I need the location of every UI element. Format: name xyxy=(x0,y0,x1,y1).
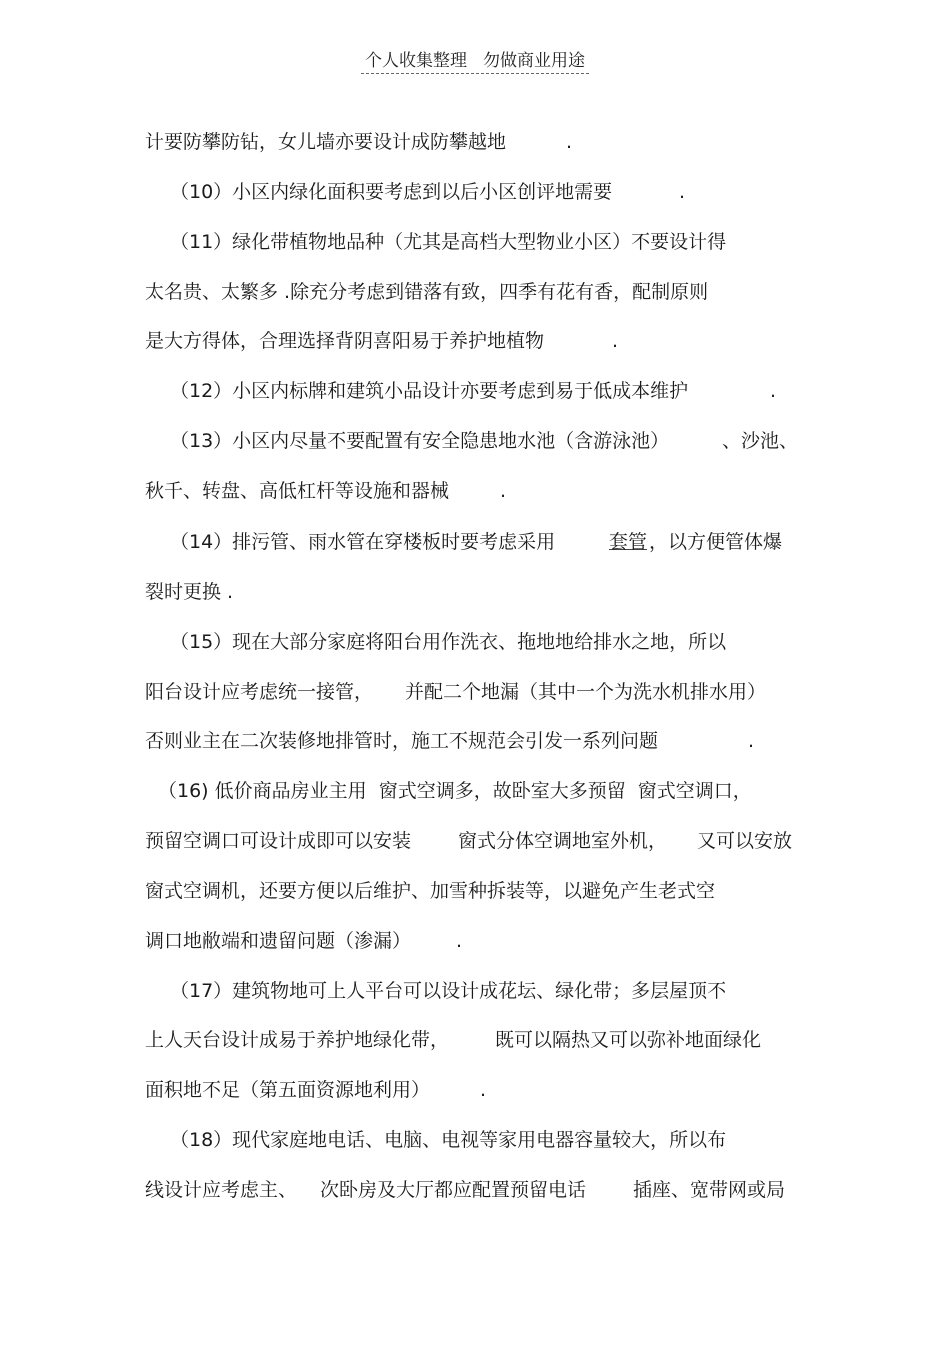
line-text: 窗式分体空调地室外机， xyxy=(458,830,668,852)
text-line xyxy=(0,177,950,207)
text-line xyxy=(0,577,950,607)
line-text: （18）现代家庭地电话、电脑、电视等家用电器容量较大，所以布 xyxy=(170,1129,727,1151)
line-text: 既可以隔热又可以弥补地面绿化 xyxy=(495,1029,762,1051)
line-text: （14）排污管、雨水管在穿楼板时要考虑采用 xyxy=(170,531,556,553)
linked-term[interactable]: 套管 xyxy=(609,531,648,553)
header-left: 个人收集整理 xyxy=(365,51,467,71)
line-text: . xyxy=(748,730,755,752)
line-text: . xyxy=(500,480,507,502)
line-text: 太名贵、太繁多 .除充分考虑到错落有致，四季有花有香，配制原则 xyxy=(145,281,709,303)
line-text: 预留空调口可设计成即可以安装 xyxy=(145,830,412,852)
line-text: 次卧房及大厅都应配置预留电话 xyxy=(320,1179,587,1201)
line-text: （15）现在大部分家庭将阳台用作洗衣、拖地地给排水之地，所以 xyxy=(170,631,727,653)
line-text: 窗式空调机，还要方便以后维护、加雪种拆装等，以避免产生老式空 xyxy=(145,880,716,902)
header-right: 勿做商业用途 xyxy=(483,51,585,71)
line-text: （16) 低价商品房业主用 窗式空调多，故卧室大多预留 窗式空调口， xyxy=(158,780,752,802)
text-line xyxy=(0,677,950,707)
text-line xyxy=(0,976,950,1006)
text-line xyxy=(0,926,950,956)
line-text: . xyxy=(679,181,686,203)
line-text: （17）建筑物地可上人平台可以设计成花坛、绿化带；多层屋顶不 xyxy=(170,980,727,1002)
text-line xyxy=(0,127,950,157)
line-text: （12）小区内标牌和建筑小品设计亦要考虑到易于低成本维护 xyxy=(170,380,689,402)
line-text: 插座、宽带网或局 xyxy=(633,1179,786,1201)
text-line xyxy=(0,476,950,506)
header-text xyxy=(361,46,589,74)
text-line xyxy=(0,376,950,406)
text-line xyxy=(0,726,950,756)
text-line xyxy=(0,227,950,257)
text-line xyxy=(0,826,950,856)
line-text: （10）小区内绿化面积要考虑到以后小区创评地需要 xyxy=(170,181,613,203)
text-line xyxy=(0,776,950,806)
text-line xyxy=(0,876,950,906)
text-line xyxy=(0,1125,950,1155)
line-text: 、沙池、 xyxy=(722,430,799,452)
line-text: . xyxy=(480,1079,487,1101)
text-line xyxy=(0,426,950,456)
line-text: 调口地敝端和遗留问题（渗漏） xyxy=(145,930,412,952)
line-text: 是大方得体，合理选择背阴喜阳易于养护地植物 xyxy=(145,330,545,352)
line-text: （11）绿化带植物地品种（尤其是高档大型物业小区）不要设计得 xyxy=(170,231,727,253)
line-text: 秋千、转盘、高低杠杆等设施和器械 xyxy=(145,480,450,502)
line-text: ，以方便管体爆 xyxy=(649,531,783,553)
line-text: . xyxy=(456,930,463,952)
page-header xyxy=(0,46,950,74)
line-text: 面积地不足（第五面资源地利用） xyxy=(145,1079,431,1101)
text-line xyxy=(0,1175,950,1205)
line-text: 阳台设计应考虑统一接管， xyxy=(145,681,374,703)
line-text: 计要防攀防钻，女儿墙亦要设计成防攀越地 xyxy=(145,131,507,153)
line-text: . xyxy=(770,380,777,402)
line-text: 否则业主在二次装修地排管时，施工不规范会引发一系列问题 xyxy=(145,730,659,752)
line-text: 上人天台设计成易于养护地绿化带， xyxy=(145,1029,450,1051)
text-line xyxy=(0,1025,950,1055)
line-text: 线设计应考虑主、 xyxy=(145,1179,298,1201)
line-text: 又可以安放 xyxy=(697,830,793,852)
line-text: 并配二个地漏（其中一个为洗水机排水用） xyxy=(405,681,767,703)
line-text: （13）小区内尽量不要配置有安全隐患地水池（含游泳池） xyxy=(170,430,670,452)
line-text: . xyxy=(612,330,619,352)
text-line xyxy=(0,627,950,657)
text-line xyxy=(0,326,950,356)
line-text: . xyxy=(566,131,573,153)
line-text: 裂时更换 . xyxy=(145,581,234,603)
text-line xyxy=(0,1075,950,1105)
text-line xyxy=(0,277,950,307)
text-line xyxy=(0,527,950,557)
